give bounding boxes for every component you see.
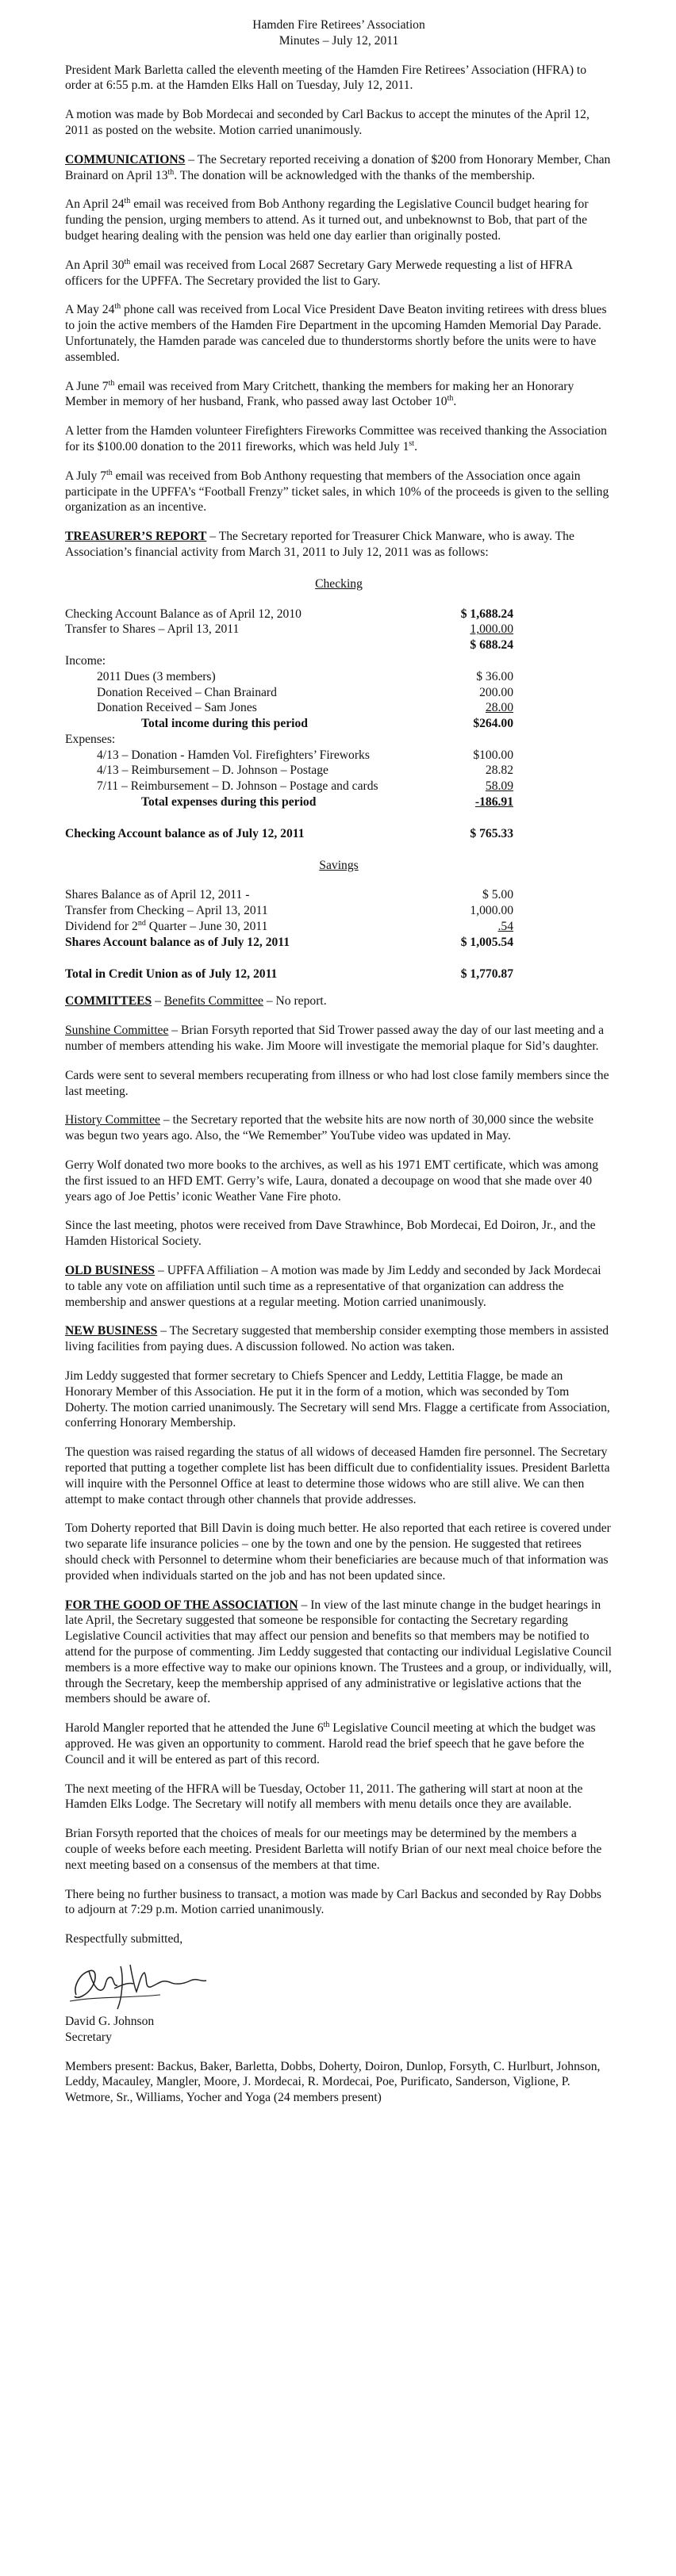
- respectfully-submitted: Respectfully submitted,: [65, 1932, 183, 1946]
- treasurer-heading: TREASURER’S REPORT: [65, 530, 207, 544]
- handwritten-signature: [65, 1950, 240, 2014]
- leddy-paragraph: Jim Leddy suggested that former secretary to Chiefs Spencer and Leddy, Lettitia Flagge, be made an Honorary Member of this Association. He put it in the form of a motion, which was seconded by Tom Doherty. The motion carried unanimously. The Secretary will send Mrs. Flagge a certificate from Association, conferring Honorary Membership.: [65, 1369, 610, 1430]
- communication-item: A letter from the Hamden volunteer Firefighters Fireworks Committee was received thanking the Association for its $100.00 donation to the 2011 fireworks, which was held July 1st.: [65, 424, 607, 454]
- gerry-paragraph: Gerry Wolf donated two more books to the archives, as well as his 1971 EMT certificate, which was among the first issued to an HFD EMT. Gerry’s wife, Laura, donated a decoupage on wood that she made over 40 years ago of Joe Pettis’ iconic Weather Vane Fire photo.: [65, 1158, 598, 1204]
- communications-paragraph: COMMUNICATIONS – The Secretary reported receiving a donation of $200 from Honorary Member, Chan Brainard on April 13th. The donation will be acknowledged with the thanks of the membership.: [65, 152, 611, 182]
- communications-heading: COMMUNICATIONS: [65, 152, 186, 167]
- communication-item: A June 7th email was received from Mary Critchett, thanking the members for making her an Honorary Member in memory of her husband, Frank, who passed away last October 10th.: [65, 378, 574, 409]
- ledger-row: Checking Account balance as of July 12, 2011 $ 765.33: [65, 826, 513, 840]
- opening-paragraph: President Mark Barletta called the eleventh meeting of the Hamden Fire Retirees’ Association (HFRA) to order at 6:55 p.m. at the Hamden Elks Hall on Tuesday, July 12, 2011.: [65, 63, 587, 93]
- new-business-heading: NEW BUSINESS: [65, 1324, 158, 1338]
- treasurer-paragraph: TREASURER’S REPORT – The Secretary reported for Treasurer Chick Manware, who is away. The Association’s financial activity from March 31, 2011 to July 12, 2011 was as follows:: [65, 530, 574, 559]
- davin-paragraph: Tom Doherty reported that Bill Davin is doing much better. He also reported that each retiree is covered under two separate life insurance policies – one by the town and one by the pension. He suggested that retirees should check with Personnel to determine whom their beneficiaries are because much of that information was provided when individuals started on the job and has not been updated since.: [65, 1521, 611, 1583]
- checking-table: [65, 607, 613, 842]
- good-of-association-heading: FOR THE GOOD OF THE ASSOCIATION: [65, 1598, 298, 1612]
- savings-heading: Savings: [319, 858, 359, 872]
- mangler-paragraph: Harold Mangler reported that he attended the June 6th Legislative Council meeting at which the budget was approved. He was given an opportunity to comment. Harold read the brief speech that he gave before the Council and it will be entered as part of this record.: [65, 1721, 596, 1766]
- ledger-row: Shares Account balance as of July 12, 2011 $ 1,005.54: [65, 935, 513, 949]
- checking-heading: Checking: [315, 576, 363, 591]
- ledger-row: 4/13 – Donation - Hamden Vol. Firefighters’ Fireworks $100.00: [97, 748, 513, 762]
- ledger-row: Donation Received – Sam Jones 28.00: [97, 701, 513, 715]
- widows-paragraph: The question was raised regarding the status of all widows of deceased Hamden fire personnel. The Secretary reported that putting a together complete list has been difficult due to confidentiality issues. President Barletta will inquire with the Personnel Office at least to determine those widows who are still alive. We can then attempt to make contact through other channels that provide addresses.: [65, 1445, 610, 1506]
- ledger-row: Total expenses during this period -186.91: [141, 795, 513, 810]
- meals-paragraph: Brian Forsyth reported that the choices of meals for our meetings may be determined by the members a couple of weeks before each meeting. President Barletta will notify Brian of our next meal choice before the next meeting based on a consensus of the members at that time.: [65, 1827, 602, 1872]
- ledger-row: Income:: [65, 653, 106, 668]
- ledger-row: 2011 Dues (3 members) $ 36.00: [97, 669, 513, 683]
- committees-heading: COMMITTEES: [65, 994, 152, 1009]
- communication-item: A May 24th phone call was received from Local Vice President Dave Beaton inviting retirees with dress blues to join the active members of the Hamden Fire Department in the upcoming Hamden Memorial Day Parade. Unfortunately, the Hamden parade was canceled due to thunderstorms shortly before the units were to have assembled.: [65, 302, 607, 364]
- adjourn-paragraph: There being no further business to transact, a motion was made by Carl Backus and seconded by Ray Dobbs to adjourn at 7:29 p.m. Motion carried unanimously.: [65, 1887, 601, 1917]
- sunshine-paragraph: Sunshine Committee – Brian Forsyth reported that Sid Trower passed away the day of our last meeting and a number of members attending his wake. Jim Moore will investigate the memorial plaque for Sid’s daughter.: [65, 1024, 605, 1054]
- minutes-motion-paragraph: A motion was made by Bob Mordecai and seconded by Carl Backus to accept the minutes of the April 12, 2011 as posted on the website. Motion carried unanimously.: [65, 108, 590, 137]
- ledger-row: Transfer from Checking – April 13, 2011 1,000.00: [65, 904, 513, 918]
- savings-table: [65, 887, 613, 982]
- ledger-row: Shares Balance as of April 12, 2011 - $ 5.00: [65, 888, 513, 902]
- communication-item: An April 24th email was received from Bob Anthony regarding the Legislative Council budget hearing for funding the pension, urging members to attend. As it turned out, and unbeknownst to Bob, that part of the budget hearing dealing with the pension was held one day earlier than originally posted.: [65, 197, 589, 243]
- members-present: Members present: Backus, Baker, Barletta, Dobbs, Doherty, Doiron, Dunlop, Forsyth, C. Hurlburt, Johnson, Leddy, Macauley, Mangler, Moore, J. Mordecai, R. Mordecai, Poe, Purificato, Sanderson, Viglione, P. Wetmore, Sr., Williams, Yocher and Yoga (24 members present): [65, 2059, 601, 2105]
- new-business-paragraph: NEW BUSINESS – The Secretary suggested that membership consider exempting those members in assisted living facilities from paying dues. A discussion followed. No action was taken.: [65, 1324, 609, 1354]
- photos-paragraph: Since the last meeting, photos were received from Dave Strawhince, Bob Mordecai, Ed Doiron, Jr., and the Hamden Historical Society.: [65, 1219, 596, 1249]
- good-of-association-paragraph: FOR THE GOOD OF THE ASSOCIATION – In view of the last minute change in the budget hearings in late April, the Secretary suggested that someone be responsible for contacting the Secretary regarding Legislative Council activities that may affect our pension and benefits so that members may be notified to attend for the purpose of commenting. Jim Leddy suggested that contacting our individual Legislative Council members is a more effective way to make our opinions known. The Trustees and a group, or individually, will, through the Secretary, keep the membership apprised of any administrative or legislative actions that the members should be aware of.: [65, 1598, 613, 1706]
- ledger-row: Total in Credit Union as of July 12, 2011 $ 1,770.87: [65, 966, 513, 981]
- old-business-paragraph: OLD BUSINESS – UPFFA Affiliation – A motion was made by Jim Leddy and seconded by Jack Mordecai to table any vote on affiliation until such time as a representative of that organization can address the membership and answer questions at a regular meeting. Motion carried unanimously.: [65, 1264, 601, 1309]
- secretary-name: David G. Johnson: [65, 2014, 155, 2028]
- minutes-date: Minutes – July 12, 2011: [278, 33, 399, 48]
- org-title: Hamden Fire Retirees’ Association: [252, 18, 425, 32]
- communication-item: An April 30th email was received from Local 2687 Secretary Gary Merwede requesting a list of HFRA officers for the UPFFA. The Secretary provided the list to Gary.: [65, 257, 573, 288]
- secretary-title: Secretary: [65, 2030, 112, 2044]
- cards-paragraph: Cards were sent to several members recuperating from illness or who had lost close family members since the last meeting.: [65, 1068, 609, 1098]
- ledger-row: Total income during this period $264.00: [141, 717, 513, 731]
- history-paragraph: History Committee – the Secretary reported that the website hits are now north of 30,000 since the website was begun two years ago. Also, the “We Remember” YouTube video was updated in May.: [65, 1113, 594, 1143]
- old-business-heading: OLD BUSINESS: [65, 1264, 156, 1278]
- ledger-row: 7/11 – Reimbursement – D. Johnson – Postage and cards 58.09: [97, 779, 513, 794]
- ledger-row: Expenses:: [65, 732, 116, 746]
- signature: [65, 1950, 613, 2014]
- ledger-row: Donation Received – Chan Brainard 200.00: [97, 685, 513, 699]
- communication-item: A July 7th email was received from Bob Anthony requesting that members of the Association once again participate in the UPFFA’s “Football Frenzy” ticket sales, in which 10% of the proceeds is given to the selling organization as an incentive.: [65, 468, 609, 515]
- ledger-row: Dividend for 2nd Quarter – June 30, 2011 .54: [65, 919, 513, 934]
- ledger-row: $ 688.24: [470, 638, 513, 653]
- committees-paragraph: COMMITTEES – Benefits Committee – No report.: [65, 994, 327, 1009]
- next-meeting-paragraph: The next meeting of the HFRA will be Tuesday, October 11, 2011. The gathering will start at noon at the Hamden Elks Lodge. The Secretary will notify all members with menu details once they are available.: [65, 1782, 583, 1812]
- ledger-row: Checking Account Balance as of April 12, 2010 $ 1,688.24: [65, 607, 513, 621]
- ledger-row: 4/13 – Reimbursement – D. Johnson – Postage 28.82: [97, 764, 513, 778]
- ledger-row: Transfer to Shares – April 13, 2011 1,000.00: [65, 622, 513, 637]
